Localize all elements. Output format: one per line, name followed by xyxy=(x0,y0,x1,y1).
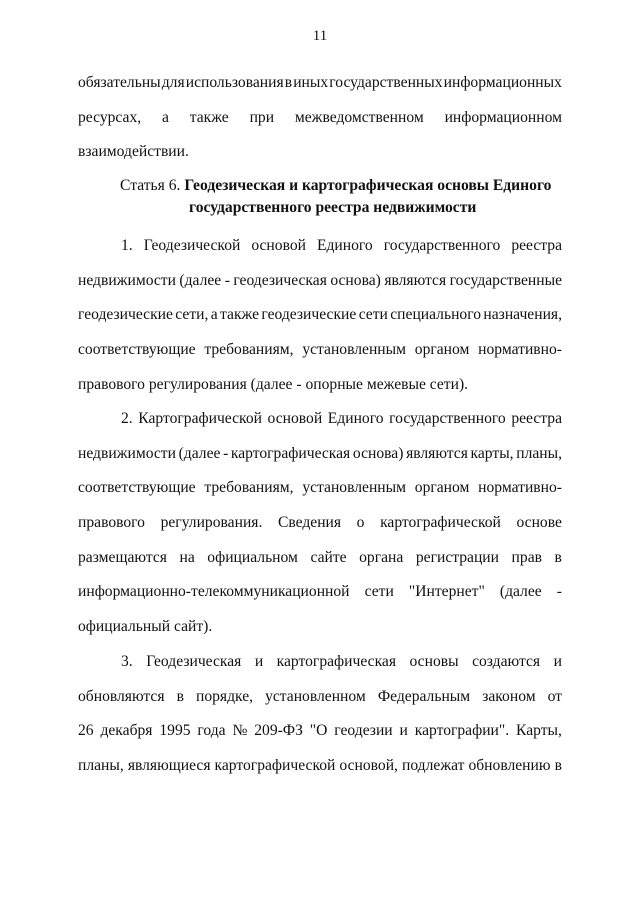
word: Карты, xyxy=(516,722,562,740)
word: 2. xyxy=(121,410,133,427)
word: размещаются xyxy=(78,548,167,566)
word: Геодезическая xyxy=(146,653,242,670)
word: реестра xyxy=(511,237,562,254)
word: межведомственном xyxy=(294,108,424,126)
paragraph-1 xyxy=(78,229,562,402)
word: органа xyxy=(359,548,404,566)
word: основой xyxy=(251,237,306,254)
word: Сведения xyxy=(277,514,342,532)
text-line xyxy=(78,749,562,784)
word: подлежат xyxy=(401,757,465,775)
word: планы, xyxy=(78,757,124,775)
word: недвижимости xyxy=(78,271,176,289)
word: (далее xyxy=(499,583,542,601)
word: использования xyxy=(185,74,284,91)
word: нормативно- xyxy=(478,479,562,497)
word: (далее xyxy=(179,271,222,289)
word: № xyxy=(232,722,248,740)
word: сети, xyxy=(175,306,209,324)
text-line xyxy=(78,264,562,299)
word: "О xyxy=(309,722,328,740)
word: 209-ФЗ xyxy=(254,722,303,740)
word: декабря xyxy=(100,722,153,740)
text-line xyxy=(78,471,562,506)
word: установленном xyxy=(265,687,366,705)
text-line xyxy=(78,402,562,437)
word: и xyxy=(254,653,264,670)
word: органом xyxy=(414,479,470,497)
word: геодезии xyxy=(334,722,393,740)
word: Геодезической xyxy=(143,237,241,254)
word: требованиям, xyxy=(204,341,294,359)
word: установленным xyxy=(302,341,406,359)
word: в xyxy=(554,548,562,566)
word: на xyxy=(179,548,195,566)
word: иных xyxy=(293,74,329,91)
article-title-line-1: Геодезическая и картографическая основы Единого xyxy=(184,177,552,194)
word: регистрации xyxy=(415,548,499,566)
word: официальный сайт). xyxy=(78,618,213,636)
word: в xyxy=(554,757,562,775)
paragraph-2 xyxy=(78,402,562,645)
word: Единого xyxy=(316,237,373,254)
word: а xyxy=(210,306,218,324)
word: сети xyxy=(358,306,388,324)
word: установленным xyxy=(302,479,406,497)
word: информационном xyxy=(444,108,562,126)
word: информационных xyxy=(443,74,562,91)
text-line xyxy=(78,437,562,472)
word: реестра xyxy=(511,410,562,427)
word: геодезическая xyxy=(233,271,327,289)
text-line xyxy=(78,66,562,101)
word: для xyxy=(161,74,185,91)
word: и xyxy=(553,653,562,670)
word: являющиеся xyxy=(127,757,211,775)
text-line xyxy=(78,575,562,610)
intro-paragraph xyxy=(78,66,562,170)
word: "Интернет" xyxy=(408,583,485,601)
text-line xyxy=(78,610,562,645)
word: - xyxy=(223,444,229,462)
word: правового xyxy=(78,514,145,532)
word: прав xyxy=(511,548,542,566)
word: основа) xyxy=(352,444,404,462)
text-line xyxy=(78,135,562,170)
word: картографической xyxy=(380,514,501,532)
text-line xyxy=(78,229,562,264)
word: основой xyxy=(267,410,323,427)
word: основы xyxy=(409,653,459,670)
word: 1995 xyxy=(159,722,191,740)
text-line xyxy=(78,680,562,715)
word: правового регулирования (далее - опорные межевые сети). xyxy=(78,375,469,393)
word: сайте xyxy=(310,548,347,566)
word: обновлению xyxy=(468,757,551,775)
word: в xyxy=(176,687,184,705)
word: недвижимости xyxy=(78,444,176,462)
word: и xyxy=(399,722,408,740)
word: сети xyxy=(364,583,394,601)
text-line xyxy=(78,368,562,403)
text-line xyxy=(78,645,562,680)
word: создаются xyxy=(472,653,541,670)
word: 3. xyxy=(121,653,133,670)
word: специального xyxy=(390,306,482,324)
article-heading xyxy=(78,175,562,219)
word: соответствующие xyxy=(78,341,196,359)
word: регулирования. xyxy=(160,514,263,532)
word: государственного xyxy=(383,237,501,254)
word: обновляются xyxy=(78,687,165,705)
text-line xyxy=(78,101,562,136)
word: соответствующие xyxy=(78,479,196,497)
word: законом xyxy=(482,687,536,705)
word: - xyxy=(224,271,230,289)
word: года xyxy=(197,722,226,740)
word: являются xyxy=(384,271,447,289)
word: геодезические xyxy=(78,306,173,324)
word: основа) xyxy=(330,271,381,289)
word: - xyxy=(556,583,562,601)
paragraph-3 xyxy=(78,645,562,784)
word: государственные xyxy=(449,271,562,289)
text-line xyxy=(78,506,562,541)
word: картографическая xyxy=(276,653,397,670)
word: нормативно- xyxy=(478,341,562,359)
text-line xyxy=(78,714,562,749)
word: основой, xyxy=(339,757,398,775)
word: о xyxy=(356,514,365,532)
word: а xyxy=(161,108,169,126)
word: 26 xyxy=(78,722,94,740)
article-number: Статья 6. xyxy=(120,177,181,194)
word: взаимодействии. xyxy=(78,143,189,161)
word: обязательны xyxy=(78,74,161,91)
word: от xyxy=(547,687,562,705)
word: Единого xyxy=(327,410,384,427)
text-line xyxy=(78,333,562,368)
word: картографическая xyxy=(230,444,351,462)
text-line xyxy=(78,298,562,333)
word: информационно-телекоммуникационной xyxy=(78,583,350,601)
word: Федеральным xyxy=(377,687,471,705)
word: при xyxy=(249,108,275,126)
word: являются xyxy=(406,444,468,462)
word: (далее xyxy=(178,444,221,462)
page-number: 11 xyxy=(312,28,328,44)
word: также xyxy=(220,306,260,324)
word: картографии". xyxy=(414,722,510,740)
word: картографической xyxy=(214,757,336,775)
word: планы, xyxy=(516,444,562,462)
word: назначения, xyxy=(483,306,562,324)
word: органом xyxy=(414,341,470,359)
word: карты, xyxy=(470,444,514,462)
word: ресурсах, xyxy=(78,108,142,126)
word: Картографической xyxy=(138,410,262,427)
word: в xyxy=(284,74,293,91)
word: основе xyxy=(516,514,562,532)
text-line xyxy=(78,541,562,576)
word: государственных xyxy=(329,74,443,91)
word: требованиям, xyxy=(204,479,294,497)
article-title-line-2: государственного реестра недвижимости xyxy=(189,199,477,216)
word: порядке, xyxy=(195,687,254,705)
word: также xyxy=(189,108,229,126)
word: геодезические xyxy=(261,306,357,324)
word: государственного xyxy=(389,410,506,427)
word: официальном xyxy=(207,548,298,566)
word: 1. xyxy=(121,237,133,254)
